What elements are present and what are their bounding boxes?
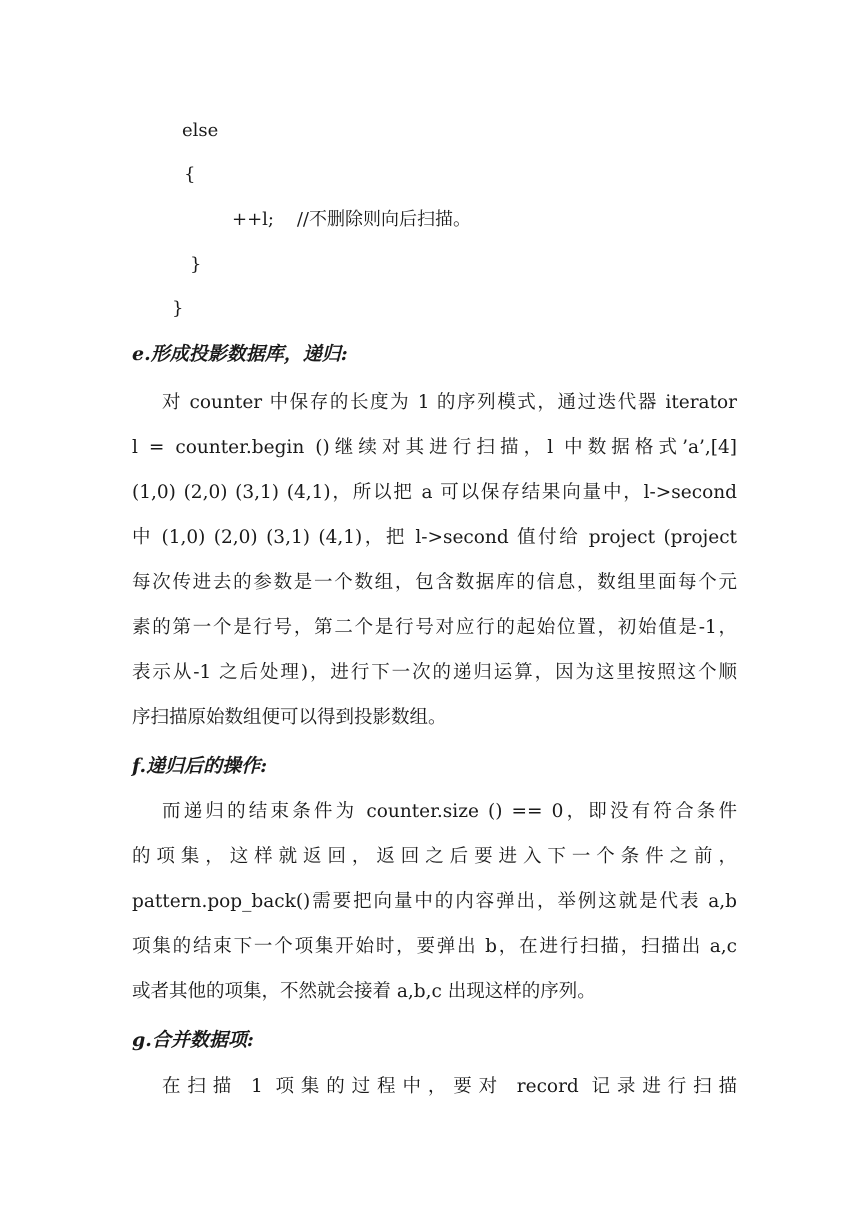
code-close-inner-brace: }: [190, 254, 202, 275]
section-f-heading: f.递归后的操作:: [132, 755, 268, 777]
paragraph-line: 对 counter 中保存的长度为 1 的序列模式，通过迭代器 iterator: [162, 392, 737, 413]
paragraph-line: 每次传进去的参数是一个数组，包含数据库的信息，数组里面每个元: [132, 572, 737, 593]
paragraph-line: l = counter.begin ()继续对其进行扫描，l 中数据格式’a’,[4]: [132, 437, 737, 458]
paragraph-line: 表示从-1 之后处理)，进行下一次的递归运算，因为这里按照这个顺: [132, 662, 737, 683]
paragraph-line: 或者其他的项集，不然就会接着 a,b,c 出现这样的序列。: [132, 981, 596, 1002]
paragraph-line: 素的第一个是行号，第二个是行号对应行的起始位置，初始值是-1，: [132, 617, 737, 638]
paragraph-line: 在扫描 1 项集的过程中，要对 record 记录进行扫描: [162, 1076, 737, 1097]
code-statement: ++l; //不删除则向后扫描。: [232, 209, 472, 230]
paragraph-line: (1,0) (2,0) (3,1) (4,1)，所以把 a 可以保存结果向量中，l->second: [132, 482, 737, 503]
paragraph-line: 的项集，这样就返回，返回之后要进入下一个条件之前，: [132, 846, 737, 867]
paragraph-line: 而递归的结束条件为 counter.size () == 0，即没有符合条件: [162, 801, 737, 822]
paragraph-line: 序扫描原始数组便可以得到投影数组。: [132, 707, 447, 728]
section-g-heading: g.合并数据项:: [132, 1029, 254, 1051]
paragraph-line: 项集的结束下一个项集开始时，要弹出 b，在进行扫描，扫描出 a,c: [132, 936, 737, 957]
section-e-heading: e.形成投影数据库，递归:: [132, 343, 348, 365]
paragraph-line: pattern.pop_back()需要把向量中的内容弹出，举例这就是代表 a,b: [132, 891, 737, 912]
paragraph-line: 中 (1,0) (2,0) (3,1) (4,1)，把 l->second 值付给 project (project: [132, 527, 737, 548]
code-close-outer-brace: }: [172, 298, 184, 319]
code-open-brace: {: [184, 164, 196, 185]
code-else: else: [182, 120, 219, 141]
